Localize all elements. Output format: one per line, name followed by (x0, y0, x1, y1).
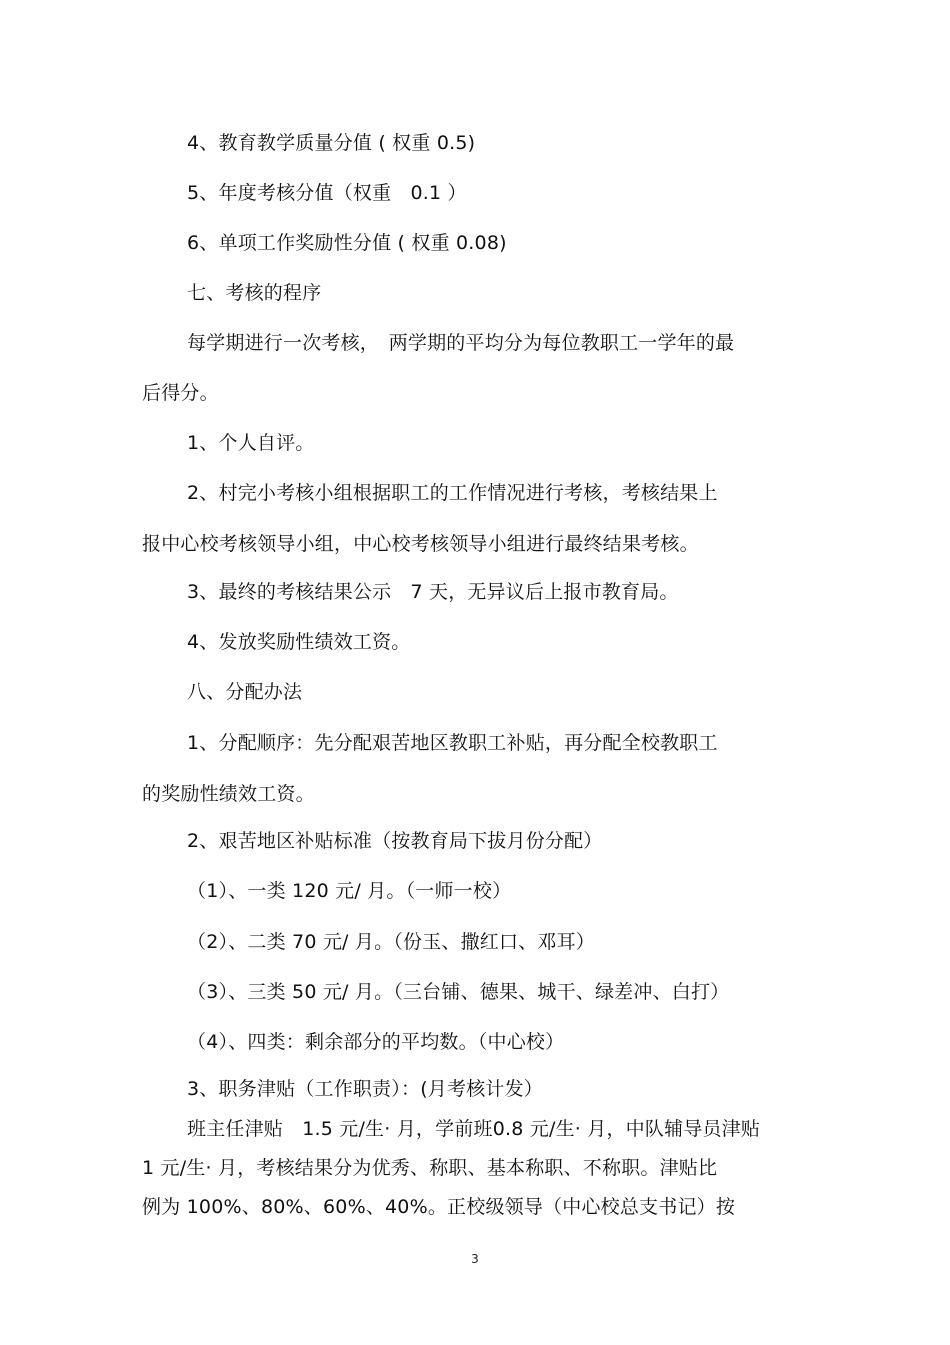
text-line-procedure-intro: 每学期进行一次考核， 两学期的平均分为每位教职工一学年的最 (187, 332, 735, 354)
text-line-weight-special-award: 6、单项工作奖励性分值 ( 权重 0.08) (187, 232, 507, 254)
text-line-procedure-intro-cont: 后得分。 (142, 382, 219, 404)
text-line-allowance-ratio: 例为 100%、80%、60%、40%。正校级领导（中心校总支书记）按 (142, 1196, 736, 1218)
text-line-head-teacher-allowance-cont: 1 元/生· 月，考核结果分为优秀、称职、基本称职、不称职。津贴比 (142, 1157, 718, 1179)
list-item-hardship-class-2: （2）、二类 70 元/ 月。（份玉、撒红口、邓耳） (187, 931, 595, 953)
text-line-distribution-order: 1、分配顺序：先分配艰苦地区教职工补贴，再分配全校教职工 (187, 732, 718, 754)
text-line-self-evaluation: 1、个人自评。 (187, 432, 315, 454)
text-line-distribution-order-cont: 的奖励性绩效工资。 (142, 783, 315, 805)
list-item-hardship-class-1: （1）、一类 120 元/ 月。（一师一校） (187, 880, 512, 902)
list-item-hardship-class-4: （4）、四类：剩余部分的平均数。（中心校） (187, 1031, 565, 1053)
text-line-weight-teaching-quality: 4、教育教学质量分值 ( 权重 0.5) (187, 132, 476, 154)
page-number: 3 (471, 1252, 479, 1266)
section-heading-procedure: 七、考核的程序 (187, 282, 322, 304)
text-line-result-publicity: 3、最终的考核结果公示 7 天，无异议后上报市教育局。 (187, 581, 679, 603)
text-line-village-assessment-cont: 报中心校考核领导小组，中心校考核领导小组进行最终结果考核。 (142, 533, 699, 555)
text-line-issue-pay: 4、发放奖励性绩效工资。 (187, 631, 411, 653)
text-line-head-teacher-allowance: 班主任津贴 1.5 元/生· 月，学前班0.8 元/生· 月，中队辅导员津贴 (187, 1118, 761, 1140)
text-line-weight-annual-assessment: 5、年度考核分值（权重 0.1 ） (187, 182, 467, 204)
section-heading-distribution: 八、分配办法 (187, 681, 303, 703)
list-item-hardship-class-3: （3）、三类 50 元/ 月。（三台铺、德果、城干、绿差冲、白打） (187, 981, 730, 1003)
text-line-village-assessment: 2、村完小考核小组根据职工的工作情况进行考核，考核结果上 (187, 482, 718, 504)
text-line-position-allowance: 3、职务津贴（工作职责）：(月考核计发） (187, 1078, 544, 1100)
text-line-hardship-standard: 2、艰苦地区补贴标准（按教育局下拔月份分配） (187, 830, 603, 852)
